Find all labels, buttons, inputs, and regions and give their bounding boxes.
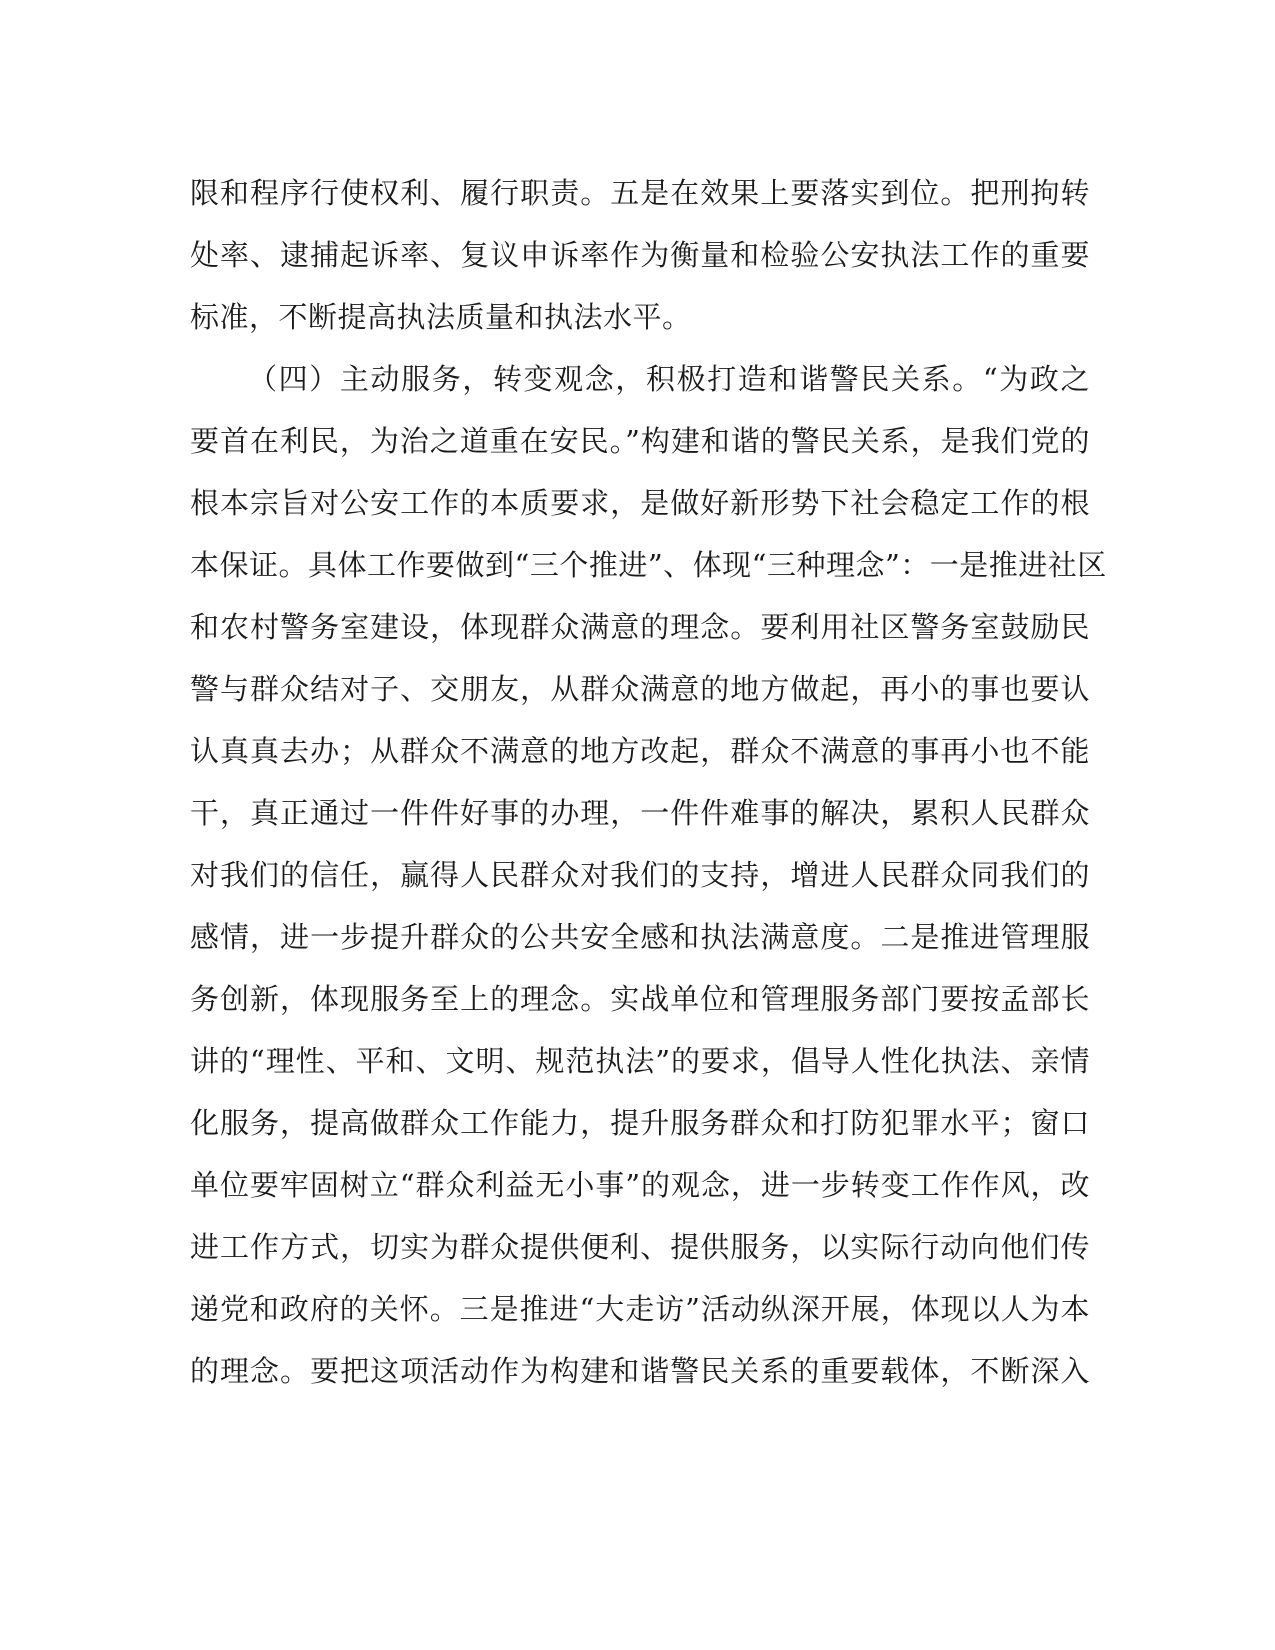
text-line: 警与群众结对子、交朋友，从群众满意的地方做起，再小的事也要认: [190, 672, 1090, 706]
text-line: 标准，不断提高执法质量和执法水平。: [190, 300, 692, 334]
body-text: [190, 162, 1107, 1402]
text-line: 要首在利民，为治之道重在安民。”构建和谐的警民关系，是我们党的: [190, 424, 1090, 458]
text-line: 化服务，提高做群众工作能力，提升服务群众和打防犯罪水平；窗口: [190, 1106, 1090, 1140]
text-line: 和农村警务室建设，体现群众满意的理念。要利用社区警务室鼓励民: [190, 610, 1090, 644]
paragraph-start-line: （四）主动服务，转变观念，积极打造和谐警民关系。“为政之: [248, 362, 1090, 396]
text-line: 处率、逮捕起诉率、复议申诉率作为衡量和检验公安执法工作的重要: [190, 238, 1090, 272]
text-line: 感情，进一步提升群众的公共安全感和执法满意度。二是推进管理服: [190, 920, 1090, 954]
text-line: 干，真正通过一件件好事的办理，一件件难事的解决，累积人民群众: [190, 796, 1090, 830]
text-line: 进工作方式，切实为群众提供便利、提供服务，以实际行动向他们传: [190, 1230, 1090, 1264]
text-line: 限和程序行使权利、履行职责。五是在效果上要落实到位。把刑拘转: [190, 176, 1090, 210]
text-line: 认真真去办；从群众不满意的地方改起，群众不满意的事再小也不能: [190, 734, 1090, 768]
text-line: 递党和政府的关怀。三是推进“大走访”活动纵深开展，体现以人为本: [190, 1292, 1090, 1326]
text-line: 务创新，体现服务至上的理念。实战单位和管理服务部门要按孟部长: [190, 982, 1090, 1016]
text-line: 根本宗旨对公安工作的本质要求，是做好新形势下社会稳定工作的根: [190, 486, 1090, 520]
text-line: 的理念。要把这项活动作为构建和谐警民关系的重要载体，不断深入: [190, 1354, 1090, 1388]
text-line: 本保证。具体工作要做到“三个推进”、体现“三种理念”：一是推进社区: [190, 548, 1107, 582]
text-line: 单位要牢固树立“群众利益无小事”的观念，进一步转变工作作风，改: [190, 1168, 1090, 1202]
text-line: 讲的“理性、平和、文明、规范执法”的要求，倡导人性化执法、亲情: [190, 1044, 1090, 1078]
text-line: 对我们的信任，赢得人民群众对我们的支持，增进人民群众同我们的: [190, 858, 1090, 892]
